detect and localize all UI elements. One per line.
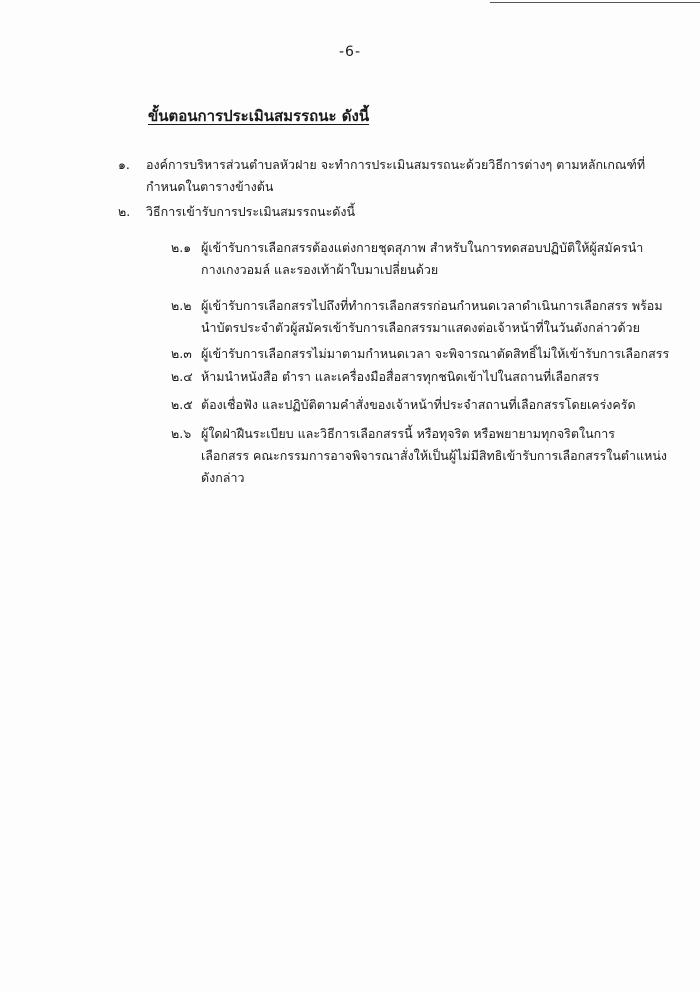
list-item-text: กำหนดในตารางข้างต้น — [146, 179, 274, 194]
subitem-number: ๒.๒ — [171, 298, 192, 313]
subitem-text: ผู้เข้ารับการเลือกสรรต้องแต่งกายชุดสุภาพ สำหรับในการทดสอบปฏิบัติให้ผู้สมัครนำ — [201, 240, 644, 255]
subitem-text: ผู้ใดฝ่าฝืนระเบียบ และวิธีการเลือกสรรนี้ หรือทุจริต หรือพยายามทุกจริตในการ — [201, 426, 615, 441]
subitem-text: ผู้เข้ารับการเลือกสรรไม่มาตามกำหนดเวลา จะพิจารณาตัดสิทธิ์ไม่ให้เข้ารับการเลือกสรร — [201, 346, 670, 361]
list-item-text: องค์การบริหารส่วนตำบลหัวฝาย จะทำการประเมินสมรรถนะด้วยวิธีการต่างๆ ตามหลักเกณฑ์ที่ — [146, 157, 646, 172]
subitem-text: ต้องเชื่อฟัง และปฏิบัติตามคำสั่งของเจ้าหน้าที่ประจำสถานที่เลือกสรรโดยเคร่งครัด — [201, 397, 636, 412]
subitem-text: ผู้เข้ารับการเลือกสรรไปถึงที่ทำการเลือกสรรก่อนกำหนดเวลาดำเนินการเลือกสรร พร้อม — [201, 298, 663, 313]
section-heading: ขั้นตอนการประเมินสมรรถนะ ดังนี้ — [148, 107, 370, 125]
top-edge-rule — [490, 2, 700, 3]
subitem-number: ๒.๑ — [171, 240, 192, 255]
subitem-text: ดังกล่าว — [201, 470, 245, 485]
subitem-text: เลือกสรร คณะกรรมการอาจพิจารณาสั่งให้เป็นผู้ไม่มีสิทธิเข้ารับการเลือกสรรในตำแหน่ง — [201, 448, 668, 463]
subitem-text: กางเกงวอมล์ และรองเท้าผ้าใบมาเปลี่ยนด้วย — [201, 262, 439, 277]
list-item-text: วิธีการเข้ารับการประเมินสมรรถนะดังนี้ — [146, 204, 356, 219]
page-number: -6- — [338, 44, 361, 60]
list-item-number: ๒. — [118, 204, 131, 219]
subitem-number: ๒.๖ — [171, 426, 192, 441]
subitem-number: ๒.๓ — [171, 346, 192, 361]
subitem-text: ห้ามนำหนังสือ ตำรา และเครื่องมือสื่อสารทุกชนิดเข้าไปในสถานที่เลือกสรร — [201, 369, 600, 384]
subitem-number: ๒.๔ — [171, 369, 193, 384]
subitem-number: ๒.๕ — [171, 397, 193, 412]
subitem-text: นำบัตรประจำตัวผู้สมัครเข้ารับการเลือกสรรมาแสดงต่อเจ้าหน้าที่ในวันดังกล่าวด้วย — [201, 320, 640, 335]
list-item-number: ๑. — [118, 157, 130, 172]
